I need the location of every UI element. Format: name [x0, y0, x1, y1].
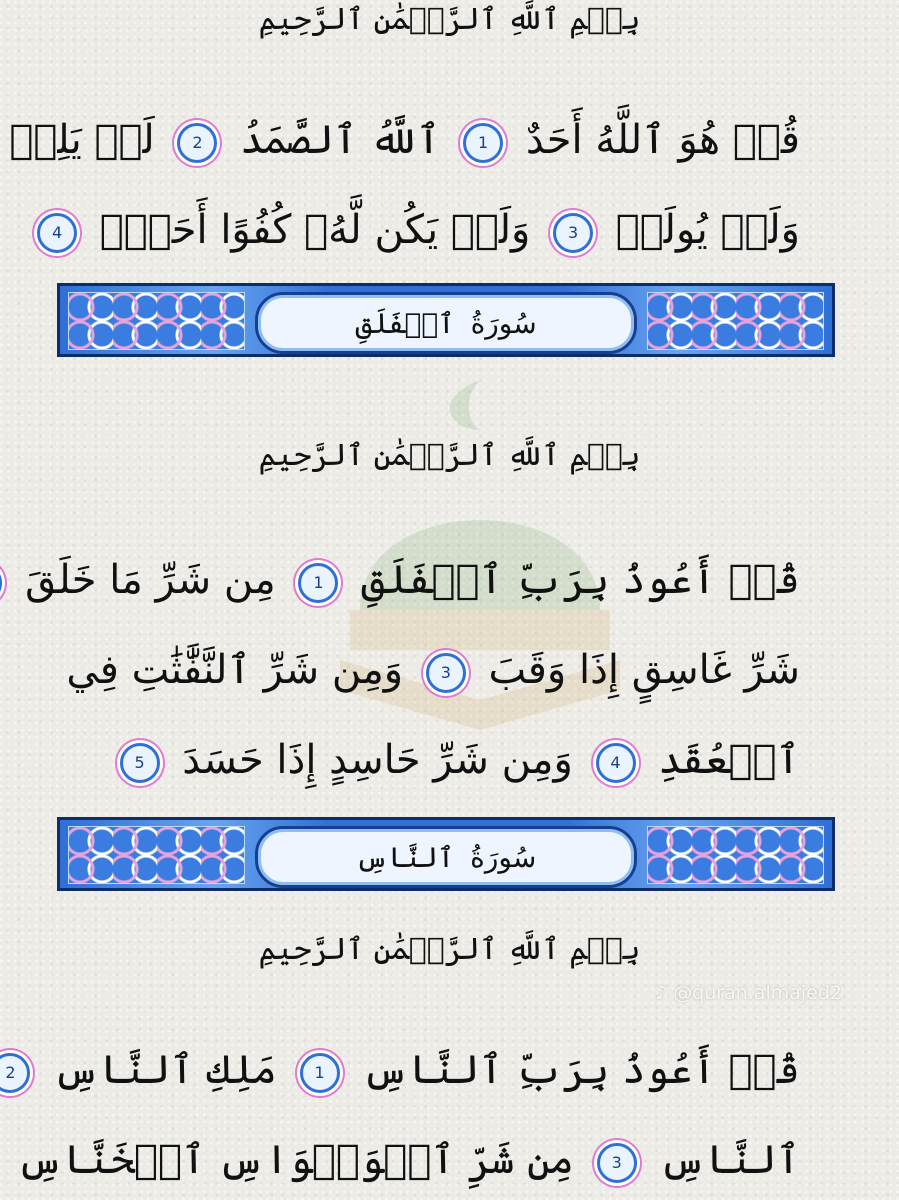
verse-text: وَلَمۡ يَكُن لَّهُۥ كُفُوًا أَحَدُۢ: [99, 207, 531, 253]
falaq-basmala: بِسۡمِ ٱللَّهِ ٱلرَّحۡمَٰنِ ٱلرَّحِيمِ: [258, 438, 641, 473]
ayah-number-marker: 2: [177, 123, 217, 163]
ayah-number-marker: 3: [426, 653, 466, 693]
verse-text: مِن شَرِّ ٱلۡوَسۡوَاسِ ٱلۡخَنَّاسِ: [16, 1137, 574, 1183]
ayah-number-marker: 1: [300, 1053, 340, 1093]
ikhlas-line-2: [51, 200, 800, 260]
nas-basmala: بِسۡمِ ٱللَّهِ ٱلرَّحۡمَٰنِ ٱلرَّحِيمِ: [258, 932, 641, 967]
ayah-number-marker: 3: [597, 1143, 637, 1183]
nas-line-1: [5, 1040, 800, 1100]
ayah-number-marker: 4: [596, 743, 636, 783]
falaq-line-1: [25, 550, 800, 610]
verse-text: ٱللَّهُ ٱلصَّمَدُ: [240, 117, 441, 163]
ayah-number-marker: 1: [298, 563, 338, 603]
verse-text: مَلِكِ ٱلنَّاسِ: [53, 1047, 277, 1093]
ayah-number-marker: 3: [553, 213, 593, 253]
verse-text: شَرِّ غَاسِقٍ إِذَا وَقَبَ: [488, 647, 800, 693]
verse-text: ٱلۡعُقَدِ: [658, 737, 800, 783]
verse-text: مِن شَرِّ مَا خَلَقَ: [25, 557, 276, 603]
ikhlas-basmala: بِسۡمِ ٱللَّهِ ٱلرَّحۡمَٰنِ ٱلرَّحِيمِ: [258, 2, 641, 37]
surah-name: ٱلۡفَلَقِ: [355, 306, 455, 340]
ornament-pattern: [647, 826, 824, 884]
verse-text: لَمۡ يَلِدۡ: [9, 117, 155, 163]
nas-line-2: [16, 1130, 800, 1190]
falaq-line-3: [100, 730, 800, 790]
ayah-number-marker: 1: [463, 123, 503, 163]
verse-text: وَمِن شَرِّ حَاسِدٍ إِذَا حَسَدَ: [182, 737, 573, 783]
surah-nas-banner: [57, 817, 835, 891]
ornament-pattern: [68, 826, 245, 884]
surah-falaq-banner: [57, 283, 835, 357]
surah-label: سُورَةُ: [470, 306, 537, 340]
verse-text: ٱلنَّاسِ: [659, 1137, 800, 1183]
falaq-line-2: [66, 640, 800, 700]
ikhlas-line-1: [9, 110, 800, 170]
ayah-number-marker: 4: [37, 213, 77, 253]
ayah-number-marker: 2: [0, 1053, 30, 1093]
ayah-number-marker: [0, 563, 2, 603]
verse-text: قُلۡ أَعُوذُ بِرَبِّ ٱلۡفَلَقِ: [361, 557, 800, 603]
verse-text: وَمِن شَرِّ ٱلنَّفَّٰثَٰتِ فِي: [66, 647, 404, 693]
ornament-pattern: [68, 292, 245, 350]
surah-name: ٱلنَّاسِ: [355, 840, 455, 874]
ayah-number-marker: 5: [120, 743, 160, 783]
verse-text: وَلَمۡ يُولَدۡ: [615, 207, 800, 253]
verse-text: قُلۡ أَعُوذُ بِرَبِّ ٱلنَّاسِ: [362, 1047, 800, 1093]
tiktok-watermark: ♪ @quran.almajed2: [655, 982, 842, 1004]
verse-text: قُلۡ هُوَ ٱللَّهُ أَحَدٌ: [525, 117, 800, 163]
ornament-pattern: [647, 292, 824, 350]
surah-title-cartouche: [255, 826, 637, 888]
surah-label: سُورَةُ: [470, 840, 537, 874]
surah-title-cartouche: [255, 292, 637, 354]
